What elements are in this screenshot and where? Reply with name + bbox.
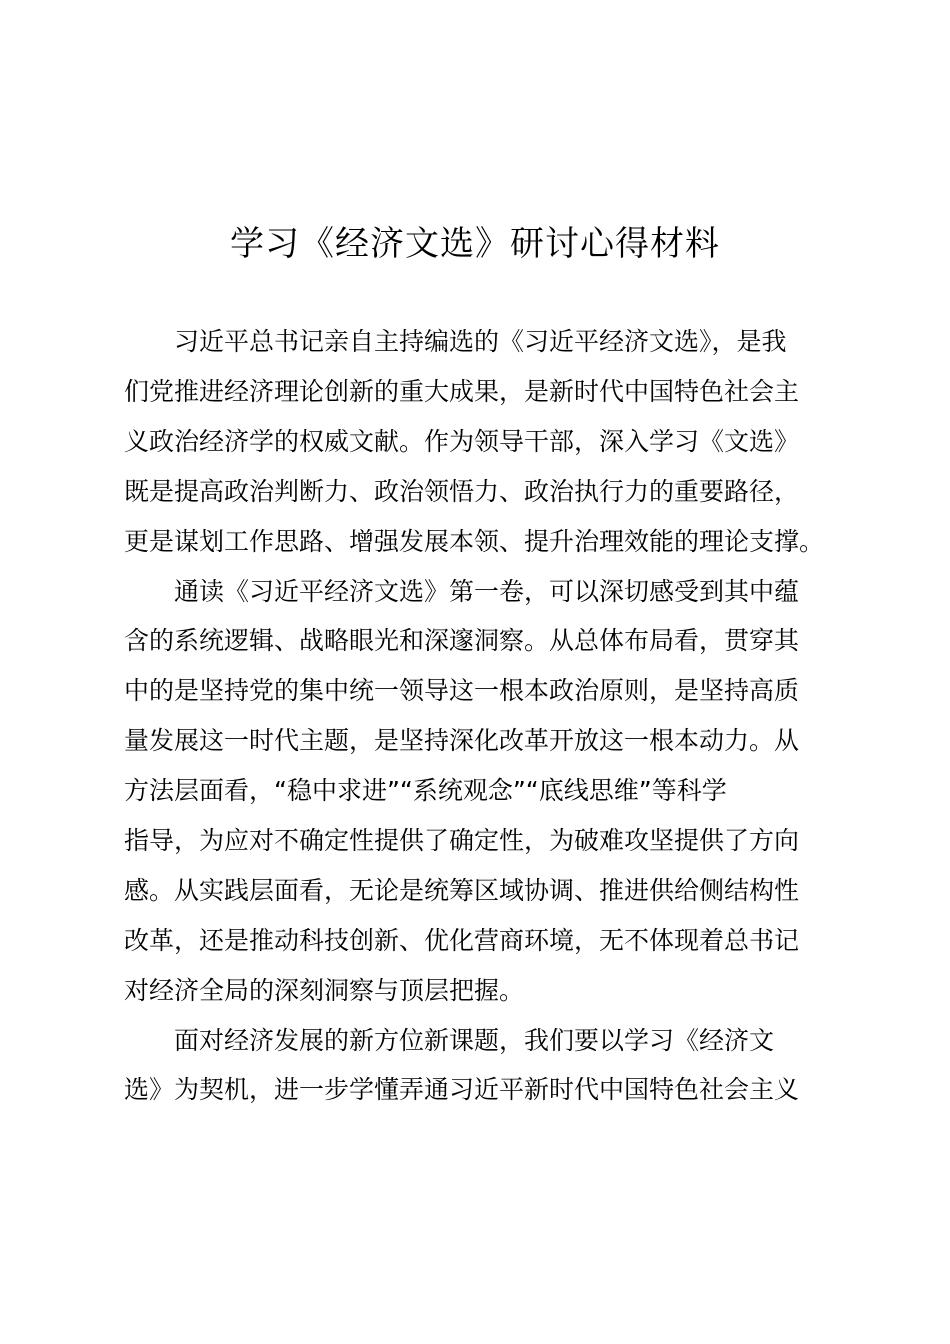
body-line: 含的系统逻辑、战略眼光和深邃洞察。从总体布局看，贯穿其 <box>124 626 800 655</box>
document-title: 学习《经济文选》研讨心得材料 <box>230 224 720 264</box>
body-line: 对经济全局的深刻洞察与顶层把握。 <box>124 976 525 1005</box>
body-line: 指导，为应对不确定性提供了确定性，为破难攻坚提供了方向 <box>124 826 800 855</box>
body-line: 感。从实践层面看，无论是统筹区域协调、推进供给侧结构性 <box>124 876 800 905</box>
body-line: 中的是坚持党的集中统一领导这一根本政治原则，是坚持高质 <box>124 676 800 705</box>
body-line: 量发展这一时代主题，是坚持深化改革开放这一根本动力。从 <box>124 726 800 755</box>
body-line: 们党推进经济理论创新的重大成果，是新时代中国特色社会主 <box>124 377 800 406</box>
body-line: 更是谋划工作思路、增强发展本领、提升治理效能的理论支撑。 <box>124 527 825 556</box>
body-line: 既是提高政治判断力、政治领悟力、政治执行力的重要路径， <box>124 477 800 506</box>
body-line: 习近平总书记亲自主持编选的《习近平经济文选》，是我 <box>124 327 787 356</box>
body-line: 通读《习近平经济文选》第一卷，可以深切感受到其中蕴 <box>124 577 800 606</box>
body-line: 方法层面看，“稳中求进”“系统观念”“底线思维”等科学 <box>124 776 727 805</box>
body-line: 面对经济发展的新方位新课题，我们要以学习《经济文 <box>124 1026 775 1055</box>
body-line: 义政治经济学的权威文献。作为领导干部，深入学习《文选》 <box>124 427 800 456</box>
body-line: 改革，还是推动科技创新、优化营商环境，无不体现着总书记 <box>124 926 800 955</box>
body-line: 选》为契机，进一步学懂弄通习近平新时代中国特色社会主义 <box>124 1075 800 1104</box>
